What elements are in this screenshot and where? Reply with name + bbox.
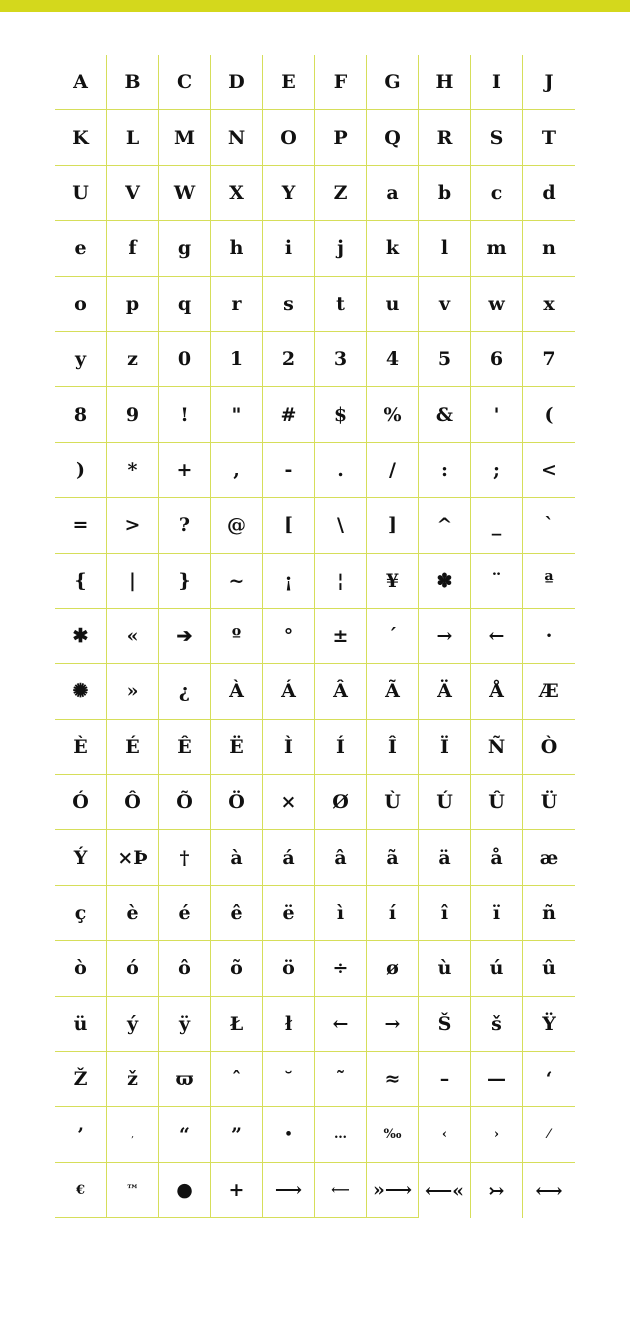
glyph-cell: e — [55, 221, 107, 276]
glyph-cell: ✽ — [419, 554, 471, 609]
glyph-cell: Ò — [523, 720, 575, 775]
glyph-cell: 5 — [419, 332, 471, 387]
glyph-cell: d — [523, 166, 575, 221]
glyph-cell: ; — [471, 443, 523, 498]
glyph-cell: 7 — [523, 332, 575, 387]
glyph-cell: — — [471, 1052, 523, 1107]
glyph-cell: D — [211, 55, 263, 110]
glyph-cell: ñ — [523, 886, 575, 941]
glyph-cell-empty: ⟵« — [419, 1163, 471, 1218]
glyph-cell: õ — [211, 941, 263, 996]
glyph-cell: ‚ — [107, 1107, 159, 1162]
glyph-cell: ¦ — [315, 554, 367, 609]
glyph-cell: Ù — [367, 775, 419, 830]
glyph-cell: < — [523, 443, 575, 498]
glyph-cell: } — [159, 554, 211, 609]
glyph-cell: a — [367, 166, 419, 221]
glyph-cell: m — [471, 221, 523, 276]
glyph-cell: v — [419, 277, 471, 332]
glyph-cell: x — [523, 277, 575, 332]
glyph-cell: ^ — [419, 498, 471, 553]
glyph-cell: K — [55, 110, 107, 165]
glyph-cell: × — [263, 775, 315, 830]
glyph-cell: b — [419, 166, 471, 221]
glyph-cell: Y — [263, 166, 315, 221]
glyph-cell: ï — [471, 886, 523, 941]
glyph-cell: Ÿ — [523, 997, 575, 1052]
glyph-cell: Ì — [263, 720, 315, 775]
glyph-cell: ➔ — [159, 609, 211, 664]
glyph-cell: s — [263, 277, 315, 332]
glyph-cell: ´ — [367, 609, 419, 664]
glyph-cell: R — [419, 110, 471, 165]
glyph-cell: 3 — [315, 332, 367, 387]
glyph-cell: ò — [55, 941, 107, 996]
glyph-cell: ← — [315, 997, 367, 1052]
glyph-cell: É — [107, 720, 159, 775]
glyph-cell: o — [55, 277, 107, 332]
glyph-cell: t — [315, 277, 367, 332]
glyph-cell: k — [367, 221, 419, 276]
glyph-cell: 9 — [107, 387, 159, 442]
glyph-cell: † — [159, 830, 211, 885]
glyph-cell: í — [367, 886, 419, 941]
glyph-cell: ä — [419, 830, 471, 885]
glyph-cell: H — [419, 55, 471, 110]
glyph-cell: 1 — [211, 332, 263, 387]
glyph-cell: ’ — [55, 1107, 107, 1162]
glyph-cell: Æ — [523, 664, 575, 719]
glyph-cell: › — [471, 1107, 523, 1162]
glyph-cell: y — [55, 332, 107, 387]
glyph-cell: + — [211, 1163, 263, 1218]
glyph-cell: ' — [471, 387, 523, 442]
glyph-cell: $ — [315, 387, 367, 442]
glyph-cell: c — [471, 166, 523, 221]
glyph-cell: Ú — [419, 775, 471, 830]
glyph-cell: Ë — [211, 720, 263, 775]
glyph-cell: ž — [107, 1052, 159, 1107]
glyph-cell: > — [107, 498, 159, 553]
glyph-cell: ‘ — [523, 1052, 575, 1107]
glyph-cell: »⟶ — [367, 1163, 419, 1218]
glyph-cell: 6 — [471, 332, 523, 387]
glyph-cell: N — [211, 110, 263, 165]
glyph-cell: ] — [367, 498, 419, 553]
glyph-cell: ó — [107, 941, 159, 996]
glyph-cell: Ï — [419, 720, 471, 775]
glyph-cell: Ü — [523, 775, 575, 830]
glyph-cell: ± — [315, 609, 367, 664]
glyph-cell: Ê — [159, 720, 211, 775]
glyph-cell: ¨ — [471, 554, 523, 609]
glyph-cell: … — [315, 1107, 367, 1162]
glyph-cell: A — [55, 55, 107, 110]
glyph-cell: š — [471, 997, 523, 1052]
glyph-cell: q — [159, 277, 211, 332]
glyph-cell: S — [471, 110, 523, 165]
glyph-cell: Õ — [159, 775, 211, 830]
glyph-cell: ( — [523, 387, 575, 442]
glyph-cell: Û — [471, 775, 523, 830]
glyph-cell: ‹ — [419, 1107, 471, 1162]
glyph-cell: 8 — [55, 387, 107, 442]
glyph-cell: ” — [211, 1107, 263, 1162]
glyph-cell: û — [523, 941, 575, 996]
glyph-cell: J — [523, 55, 575, 110]
glyph-cell: Ž — [55, 1052, 107, 1107]
glyph-cell: ÷ — [315, 941, 367, 996]
glyph-cell-empty: ⟷ — [535, 1179, 563, 1202]
glyph-cell: I — [471, 55, 523, 110]
glyph-cell: ü — [55, 997, 107, 1052]
glyph-cell: ϖ — [159, 1052, 211, 1107]
glyph-cell: T — [523, 110, 575, 165]
glyph-cell: % — [367, 387, 419, 442]
glyph-cell: ç — [55, 886, 107, 941]
glyph-grid — [55, 55, 575, 1218]
glyph-cell: - — [263, 443, 315, 498]
glyph-cell: á — [263, 830, 315, 885]
glyph-cell: ë — [263, 886, 315, 941]
glyph-cell: O — [263, 110, 315, 165]
glyph-cell: ~ — [211, 554, 263, 609]
glyph-cell: & — [419, 387, 471, 442]
glyph-cell: l — [419, 221, 471, 276]
glyph-cell: { — [55, 554, 107, 609]
glyph-cell: [ — [263, 498, 315, 553]
glyph-cell: ª — [523, 554, 575, 609]
glyph-cell: P — [315, 110, 367, 165]
glyph-cell: = — [55, 498, 107, 553]
glyph-cell: B — [107, 55, 159, 110]
glyph-cell: “ — [159, 1107, 211, 1162]
glyph-cell: º — [211, 609, 263, 664]
glyph-cell: ™ — [107, 1163, 159, 1218]
glyph-cell: z — [107, 332, 159, 387]
glyph-cell: W — [159, 166, 211, 221]
glyph-cell: · — [523, 609, 575, 664]
glyph-cell: ) — [55, 443, 107, 498]
glyph-cell: î — [419, 886, 471, 941]
glyph-cell: Â — [315, 664, 367, 719]
glyph-cell: » — [107, 664, 159, 719]
glyph-cell: + — [159, 443, 211, 498]
glyph-cell: g — [159, 221, 211, 276]
glyph-cell: Á — [263, 664, 315, 719]
glyph-cell: Ô — [107, 775, 159, 830]
glyph-cell: / — [367, 443, 419, 498]
glyph-cell: ¿ — [159, 664, 211, 719]
glyph-cell: j — [315, 221, 367, 276]
glyph-cell: p — [107, 277, 159, 332]
glyph-cell: Ä — [419, 664, 471, 719]
glyph-cell: ý — [107, 997, 159, 1052]
glyph-cell: æ — [523, 830, 575, 885]
glyph-cell: ‰ — [367, 1107, 419, 1162]
glyph-cell: ! — [159, 387, 211, 442]
glyph-cell: ö — [263, 941, 315, 996]
glyph-cell: ì — [315, 886, 367, 941]
glyph-cell: ø — [367, 941, 419, 996]
glyph-cell: Ó — [55, 775, 107, 830]
glyph-cell: ł — [263, 997, 315, 1052]
glyph-cell: ê — [211, 886, 263, 941]
glyph-cell: ã — [367, 830, 419, 885]
glyph-cell: Ł — [211, 997, 263, 1052]
glyph-cell: _ — [471, 498, 523, 553]
glyph-cell: → — [367, 997, 419, 1052]
glyph-cell: ×Þ — [107, 830, 159, 885]
glyph-cell: Î — [367, 720, 419, 775]
glyph-cell: 4 — [367, 332, 419, 387]
glyph-cell: E — [263, 55, 315, 110]
glyph-cell: U — [55, 166, 107, 221]
glyph-cell: * — [107, 443, 159, 498]
glyph-cell: • — [263, 1107, 315, 1162]
glyph-cell: – — [419, 1052, 471, 1107]
glyph-cell: ⟵ — [315, 1163, 367, 1218]
glyph-cell: ● — [159, 1163, 211, 1218]
glyph-cell: Ñ — [471, 720, 523, 775]
glyph-cell: n — [523, 221, 575, 276]
glyph-cell: ← — [471, 609, 523, 664]
glyph-cell: ˆ — [211, 1052, 263, 1107]
glyph-cell: Ø — [315, 775, 367, 830]
glyph-cell: À — [211, 664, 263, 719]
glyph-cell: Q — [367, 110, 419, 165]
glyph-cell: , — [211, 443, 263, 498]
glyph-cell: ⟶ — [263, 1163, 315, 1218]
glyph-cell: ✱ — [55, 609, 107, 664]
glyph-cell: € — [55, 1163, 107, 1218]
glyph-cell: h — [211, 221, 263, 276]
glyph-cell: Ý — [55, 830, 107, 885]
glyph-cell: G — [367, 55, 419, 110]
glyph-cell: à — [211, 830, 263, 885]
glyph-cell: ? — [159, 498, 211, 553]
glyph-cell: ° — [263, 609, 315, 664]
accent-top-bar — [0, 0, 630, 12]
glyph-cell: Ã — [367, 664, 419, 719]
glyph-cell: → — [419, 609, 471, 664]
glyph-cell: 2 — [263, 332, 315, 387]
glyph-cell: å — [471, 830, 523, 885]
glyph-cell: # — [263, 387, 315, 442]
glyph-cell: ù — [419, 941, 471, 996]
glyph-cell: 0 — [159, 332, 211, 387]
glyph-cell-empty: ↣ — [471, 1163, 523, 1218]
glyph-cell: C — [159, 55, 211, 110]
glyph-cell: ≈ — [367, 1052, 419, 1107]
glyph-cell: : — [419, 443, 471, 498]
glyph-cell: u — [367, 277, 419, 332]
glyph-cell: \ — [315, 498, 367, 553]
glyph-cell: @ — [211, 498, 263, 553]
glyph-cell: . — [315, 443, 367, 498]
glyph-cell: w — [471, 277, 523, 332]
glyph-cell: ˘ — [263, 1052, 315, 1107]
glyph-cell: È — [55, 720, 107, 775]
glyph-cell: ¥ — [367, 554, 419, 609]
glyph-cell: ¡ — [263, 554, 315, 609]
glyph-cell: F — [315, 55, 367, 110]
glyph-cell: Å — [471, 664, 523, 719]
glyph-cell: Z — [315, 166, 367, 221]
glyph-cell: ✺ — [55, 664, 107, 719]
glyph-cell: è — [107, 886, 159, 941]
glyph-cell: ⁄ — [523, 1107, 575, 1162]
glyph-cell: Í — [315, 720, 367, 775]
glyph-cell: M — [159, 110, 211, 165]
glyph-cell: i — [263, 221, 315, 276]
glyph-cell: L — [107, 110, 159, 165]
glyph-cell: é — [159, 886, 211, 941]
glyph-cell: V — [107, 166, 159, 221]
glyph-cell: f — [107, 221, 159, 276]
glyph-cell: X — [211, 166, 263, 221]
glyph-cell: Ö — [211, 775, 263, 830]
glyph-cell: ` — [523, 498, 575, 553]
glyph-cell: â — [315, 830, 367, 885]
glyph-cell: " — [211, 387, 263, 442]
glyph-cell: « — [107, 609, 159, 664]
glyph-cell: Š — [419, 997, 471, 1052]
glyph-cell: ˜ — [315, 1052, 367, 1107]
glyph-cell: | — [107, 554, 159, 609]
glyph-cell: ô — [159, 941, 211, 996]
glyph-cell: ú — [471, 941, 523, 996]
glyph-cell: r — [211, 277, 263, 332]
glyph-cell: ÿ — [159, 997, 211, 1052]
